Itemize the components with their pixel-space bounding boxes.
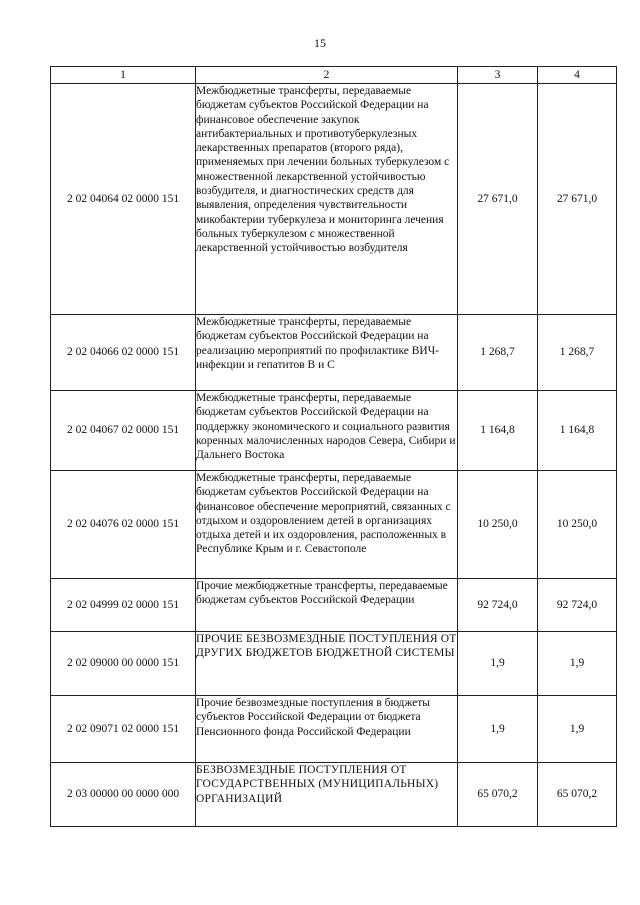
row-value-col4: 1,9 [538, 696, 617, 763]
row-code: 2 02 04064 02 0000 151 [51, 84, 196, 315]
row-name: Межбюджетные трансферты, передаваемые бюджетам субъектов Российской Федерации на реализацию мероприятий по профилактике ВИЧ-инфекции и гепатитов В и С [196, 315, 458, 391]
row-name: ПРОЧИЕ БЕЗВОЗМЕЗДНЫЕ ПОСТУПЛЕНИЯ ОТ ДРУГИХ БЮДЖЕТОВ БЮДЖЕТНОЙ СИСТЕМЫ [196, 632, 458, 696]
row-name: Прочие безвозмездные поступления в бюджеты субъектов Российской Федерации от бюджета Пенсионного фонда Российской Федерации [196, 696, 458, 763]
row-code: 2 03 00000 00 0000 000 [51, 763, 196, 827]
row-code: 2 02 09071 02 0000 151 [51, 696, 196, 763]
row-code: 2 02 04066 02 0000 151 [51, 315, 196, 391]
budget-table [50, 66, 617, 827]
row-name: Межбюджетные трансферты, передаваемые бюджетам субъектов Российской Федерации на финансовое обеспечение закупок антибактериальных и противотуберкулезных лекарственных препаратов (второго ряда), применяемых при лечении больных туберкулезом с множественной лекарственной устойчивостью возбудителя, и диагностических средств для выявления, определения чувствительности микобактерии туберкулеза и мониторинга лечения больных туберкулезом с множественной лекарственной устойчивостью возбудителя [196, 84, 458, 315]
row-value-col3: 1,9 [458, 696, 538, 763]
page-number: 15 [314, 36, 326, 50]
row-value-col4: 1,9 [538, 632, 617, 696]
table-row [51, 579, 617, 632]
row-value-col4: 1 164,8 [538, 391, 617, 471]
row-value-col4: 65 070,2 [538, 763, 617, 827]
row-value-col3: 27 671,0 [458, 84, 538, 315]
table-row [51, 632, 617, 696]
row-code: 2 02 04999 02 0000 151 [51, 579, 196, 632]
table-row [51, 696, 617, 763]
row-value-col3: 92 724,0 [458, 579, 538, 632]
table-header-row [51, 67, 617, 84]
column-header-3: 3 [458, 67, 538, 84]
row-value-col4: 27 671,0 [538, 84, 617, 315]
table-row [51, 315, 617, 391]
table-row [51, 84, 617, 315]
table-row [51, 391, 617, 471]
row-value-col4: 1 268,7 [538, 315, 617, 391]
row-value-col4: 10 250,0 [538, 471, 617, 579]
column-header-2: 2 [196, 67, 458, 84]
row-name: Межбюджетные трансферты, передаваемые бюджетам субъектов Российской Федерации на финансовое обеспечение мероприятий, связанных с отдыхом и оздоровлением детей в организациях отдыха детей и их оздоровления, расположенных в Республике Крым и г. Севастополе [196, 471, 458, 579]
row-value-col3: 1,9 [458, 632, 538, 696]
row-value-col3: 65 070,2 [458, 763, 538, 827]
column-header-1: 1 [51, 67, 196, 84]
row-name: БЕЗВОЗМЕЗДНЫЕ ПОСТУПЛЕНИЯ ОТ ГОСУДАРСТВЕННЫХ (МУНИЦИПАЛЬНЫХ) ОРГАНИЗАЦИЙ [196, 763, 458, 827]
table-row [51, 471, 617, 579]
table-row [51, 763, 617, 827]
row-code: 2 02 04076 02 0000 151 [51, 471, 196, 579]
column-header-4: 4 [538, 67, 617, 84]
row-code: 2 02 04067 02 0000 151 [51, 391, 196, 471]
row-name: Прочие межбюджетные трансферты, передаваемые бюджетам субъектов Российской Федерации [196, 579, 458, 632]
row-name: Межбюджетные трансферты, передаваемые бюджетам субъектов Российской Федерации на поддержку экономического и социального развития коренных малочисленных народов Севера, Сибири и Дальнего Востока [196, 391, 458, 471]
row-value-col3: 10 250,0 [458, 471, 538, 579]
row-value-col3: 1 164,8 [458, 391, 538, 471]
row-code: 2 02 09000 00 0000 151 [51, 632, 196, 696]
row-value-col3: 1 268,7 [458, 315, 538, 391]
row-value-col4: 92 724,0 [538, 579, 617, 632]
